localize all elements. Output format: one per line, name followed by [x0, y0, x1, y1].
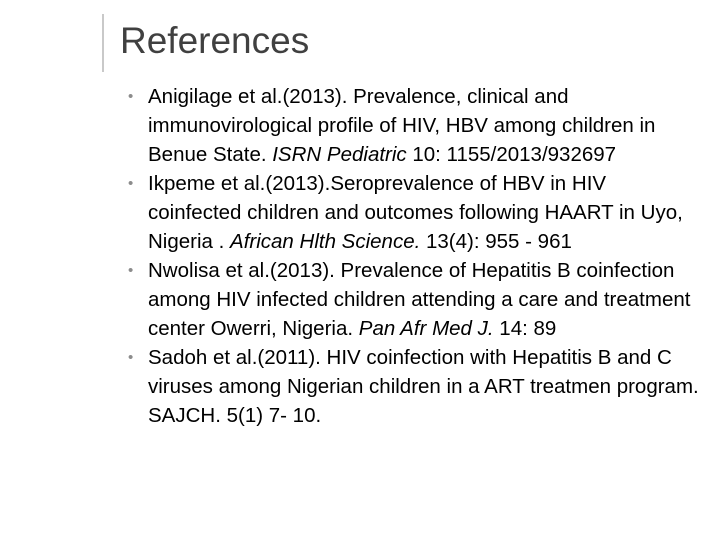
reference-item-4: [0, 343, 700, 430]
reference-item-2: [0, 169, 700, 256]
slide-title: References: [120, 20, 310, 61]
bullet-icon: •: [128, 88, 134, 105]
reference-text: [148, 169, 700, 256]
reference-journal: ISRN Pediatric: [272, 143, 407, 166]
reference-item-3: [0, 256, 700, 343]
reference-text: [148, 82, 700, 169]
reference-item-1: [0, 82, 700, 169]
reference-citation: Anigilage et al.(2013). Prevalence, clinical and immunovirological profile of HIV, HBV among children in Benue State.: [148, 85, 656, 166]
reference-details: 10: 1155/2013/932697: [406, 143, 617, 166]
title-accent-rule: [102, 14, 104, 72]
bullet-icon: •: [128, 262, 134, 279]
reference-journal: Pan Afr Med J.: [358, 317, 494, 340]
reference-journal: African Hlth Science.: [230, 230, 421, 253]
reference-citation: Ikpeme et al.(2013).Seroprevalence of HBV in HIV coinfected children and outcomes following HAART in Uyo, Nigeria .: [148, 172, 683, 253]
reference-text: [148, 256, 700, 343]
reference-citation: Sadoh et al.(2011). HIV coinfection with Hepatitis B and C viruses among Nigerian children in a ART treatmen program. SAJCH. 5(1) 7- 10.: [148, 346, 699, 427]
bullet-icon: •: [128, 175, 134, 192]
reference-details: 13(4): 955 - 961: [420, 230, 572, 253]
reference-details: 14: 89: [493, 317, 557, 340]
reference-citation: Nwolisa et al.(2013). Prevalence of Hepatitis B coinfection among HIV infected children attending a care and treatment center Owerri, Nigeria.: [148, 259, 691, 340]
bullet-icon: •: [128, 349, 134, 366]
reference-list: [0, 82, 720, 430]
reference-text: [148, 343, 700, 430]
